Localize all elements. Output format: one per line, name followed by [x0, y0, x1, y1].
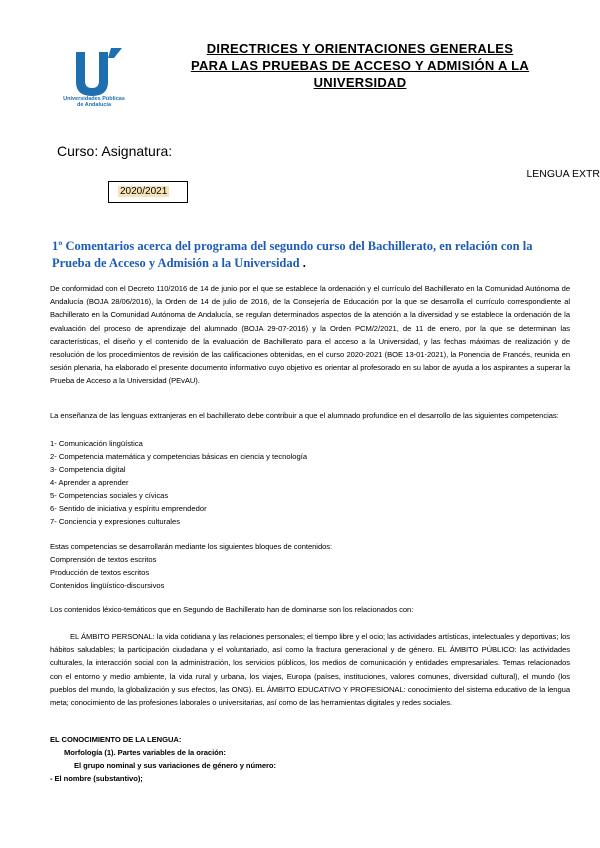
list-item: Producción de textos escritos [50, 568, 150, 577]
section-heading-dot: . [302, 256, 306, 270]
document-title [160, 40, 560, 91]
academic-year: 2020/2021 [120, 186, 168, 197]
list-item: 2- Competencia matemática y competencias básicas en ciencia y tecnología [50, 452, 308, 461]
logo-accent [108, 48, 122, 58]
logo-caption-line1: Universidades Públicas [63, 96, 125, 102]
conocimiento-heading: EL CONOCIMIENTO DE LA LENGUA: [50, 735, 182, 744]
section-heading [52, 238, 572, 272]
title-line-2: PARA LAS PRUEBAS DE ACCESO Y ADMISIÓN A LA [190, 58, 530, 73]
bloques-list [50, 553, 164, 592]
title-line-3: UNIVERSIDAD [313, 75, 407, 90]
nombre-item: - El nombre (substantivo); [50, 774, 143, 783]
competencias-intro: La enseñanza de las lenguas extranjeras en el bachillerato debe contribuir a que el alumnado profundice en el desarrollo de las siguientes competencias: [50, 411, 559, 420]
title-line-1: DIRECTRICES Y ORIENTACIONES GENERALES [206, 41, 514, 56]
logo-caption-line2: de Andalucía [76, 102, 112, 108]
list-item: 6- Sentido de iniciativa y espíritu emprendedor [50, 504, 207, 513]
ambitos-paragraph: EL ÁMBITO PERSONAL: la vida cotidiana y las relaciones personales; el tiempo libre y el ocio; las actividades artísticas, intelectuales y deportivas; los hábitos saludables; la participación ciudadana y el voluntariado, así como la fractura generacional y de género. EL ÁMBITO PÚBLICO: las actividades culturales, la interacción social con la administración, los servicios públicos, los medios de comunicación y entidades empresariales. Temas relacionados con el entorno y medio ambiente, la vida rural y urbana, los viajes, Europa (países, instituciones, valores comunes, diversidad cultural), el mundo (los pueblos del mundo, la globalización y sus efectos, las ONG). EL ÁMBITO EDUCATIVO Y PROFESIONAL: conocimiento del sistema educativo de la lengua meta; conocimiento de las profesiones laborales o universitarias, así como de las herramientas digitales y redes sociales. [50, 632, 570, 708]
subject-name: LENGUA EXTR [526, 168, 600, 180]
logo-caption [44, 96, 144, 108]
intro-paragraph: De conformidad con el Decreto 110/2016 de 14 de junio por el que se establece la ordenación y el currículo del Bachillerato en la Comunidad Autónoma de Andalucía (BOJA 28/06/2016), la Orden de 14 de julio de 2016, de la Consejería de Educación por la que se desarrolla el currículo correspondiente al Bachillerato en la Comunidad Autónoma de Andalucía, se regulan determinados aspectos de la atención a la diversidad y se establece la ordenación de la evaluación del proceso de aprendizaje del alumnado (BOJA 29-07-2016) y la Orden PCM/2/2021, de 11 de enero, por la que se determinan las características, el diseño y el contenido de la evaluación de Bachillerato para el acceso a la Universidad, y las fechas máximas de realización y de resolución de los procedimientos de revisión de las calificaciones obtenidas, en el curso 2020-2021 (BOE 13-01-2021), la Ponencia de Francés, reunida en sesión plenaria, ha elaborado el presente documento informativo cuyo objetivo es orientar al profesorado en su labor de ayuda a los aspirantes a superar la Prueba de Acceso a la Universidad (PEvAU). [50, 284, 570, 386]
list-item: Comprensión de textos escritos [50, 555, 157, 564]
contenidos-intro: Los contenidos léxico-temáticos que en Segundo de Bachillerato han de dominarse son los relacionados con: [50, 605, 414, 614]
year-box [108, 181, 188, 203]
list-item: 1- Comunicación lingüística [50, 439, 143, 448]
morfologia-heading: Morfología (1). Partes variables de la oración: [64, 748, 226, 757]
bloques-intro: Estas competencias se desarrollarán mediante los siguientes bloques de contenidos: [50, 542, 333, 551]
list-item: 3- Competencia digital [50, 465, 126, 474]
grupo-nominal-heading: El grupo nominal y sus variaciones de género y número: [74, 761, 276, 770]
list-item: 4- Aprender a aprender [50, 478, 129, 487]
list-item: 5- Competencias sociales y cívicas [50, 491, 169, 500]
list-item: 7- Conciencia y expresiones culturales [50, 517, 181, 526]
logo-u-shape [76, 52, 108, 96]
curso-label: Curso: Asignatura: [57, 143, 173, 159]
section-heading-text: 1º Comentarios acerca del programa del segundo curso del Bachillerato, en relación con la Prueba de Acceso y Admisión a la Universidad [52, 239, 533, 270]
competencias-list [50, 437, 307, 528]
list-item: Contenidos lingüístico-discursivos [50, 581, 165, 590]
